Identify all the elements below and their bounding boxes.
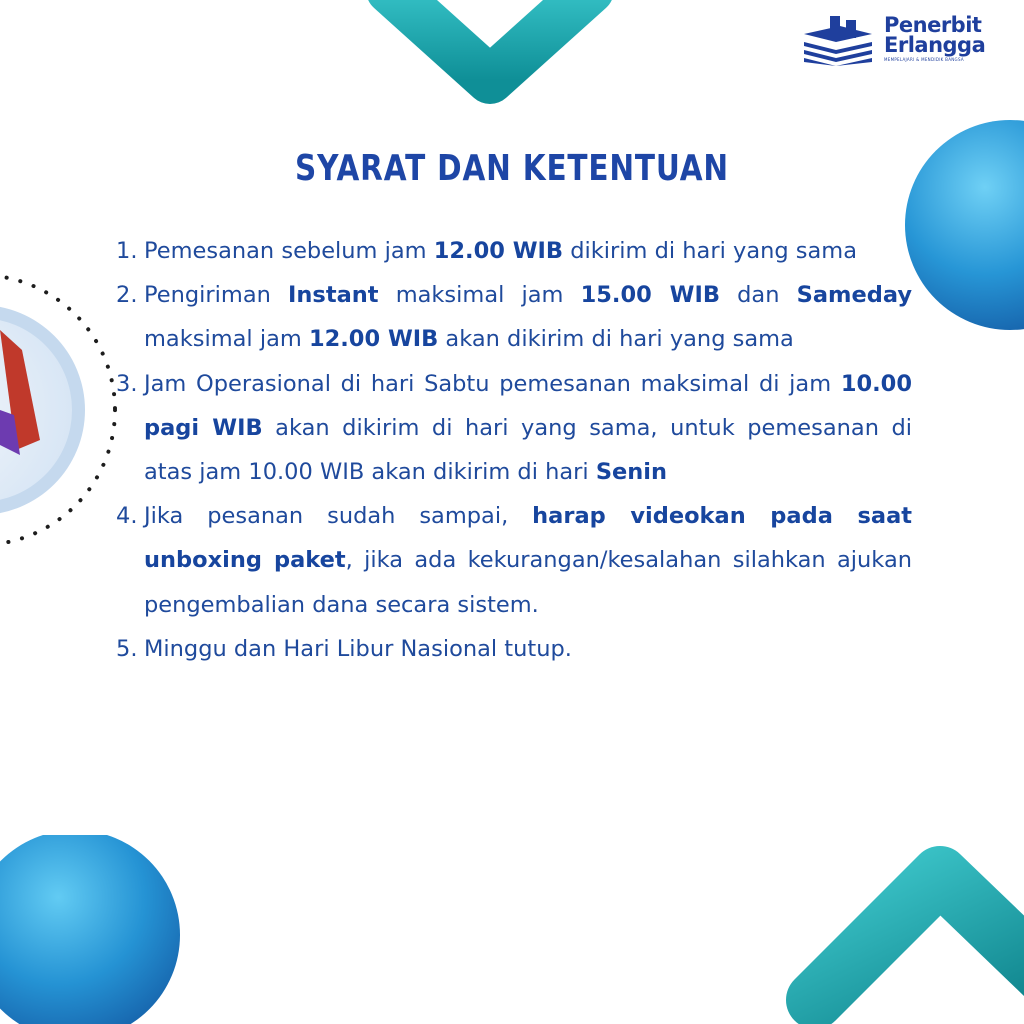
term-number: 3. [116,370,138,397]
brand-tagline: MEMPELAJARI & MENDIDIK BANGSA [884,56,964,62]
stacked-books-logo-icon [800,12,876,66]
term-text-strong: Senin [595,459,668,486]
brand-name-line1: Penerbit [884,13,982,38]
term-text: dan [719,282,797,309]
term-text-strong: 12.00 WIB [433,238,564,264]
term-text: Pengiriman [144,282,289,309]
term-number: 4. [116,503,138,530]
brand-name-line2: Erlangga [884,32,986,57]
top-chevron-decoration-icon [350,0,630,110]
term-text-strong: 10.00 pagi WIB [144,370,912,441]
term-text: maksimal jam [144,326,309,353]
term-number: 2. [116,282,138,309]
bottom-left-sphere-decoration-icon [0,835,190,1024]
bottom-chevron-decoration-icon [770,830,1024,1024]
term-text-strong: Sameday [796,282,912,309]
term-item [116,273,912,361]
page-title: SYARAT DAN KETENTUAN [295,148,729,189]
term-text-strong: 12.00 WIB [308,326,439,353]
term-text-strong: Instant [288,282,379,309]
term-number: 1. [116,238,138,264]
term-text: Jika pesanan sudah sampai, [144,503,533,530]
term-item [116,362,912,495]
term-number: 5. [116,635,138,662]
term-item [116,229,912,273]
terms-list [116,229,912,671]
term-text: akan dikirim di hari yang sama, untuk pemesanan di atas jam 10.00 WIB akan dikirim di hari [144,414,913,486]
term-text-strong: 15.00 WIB [580,282,720,309]
term-text: Pemesanan sebelum jam [144,238,434,264]
term-text: Jam Operasional di hari Sabtu pemesanan maksimal di jam [144,370,841,397]
term-text: , jika ada kekurangan/kesalahan silahkan ajukan pengembalian dana secara sistem. [144,547,912,618]
term-text: dikirim di hari yang sama [563,238,858,264]
term-text: Minggu dan Hari Libur Nasional tutup. [144,635,572,662]
term-item [116,494,912,627]
left-circle-decoration-icon [0,240,130,580]
term-text: akan dikirim di hari yang sama [438,326,794,353]
term-text-strong: harap videokan pada saat unboxing paket [144,503,913,574]
term-item [116,627,912,671]
term-text: maksimal jam [378,282,581,309]
brand-logo [800,12,985,66]
